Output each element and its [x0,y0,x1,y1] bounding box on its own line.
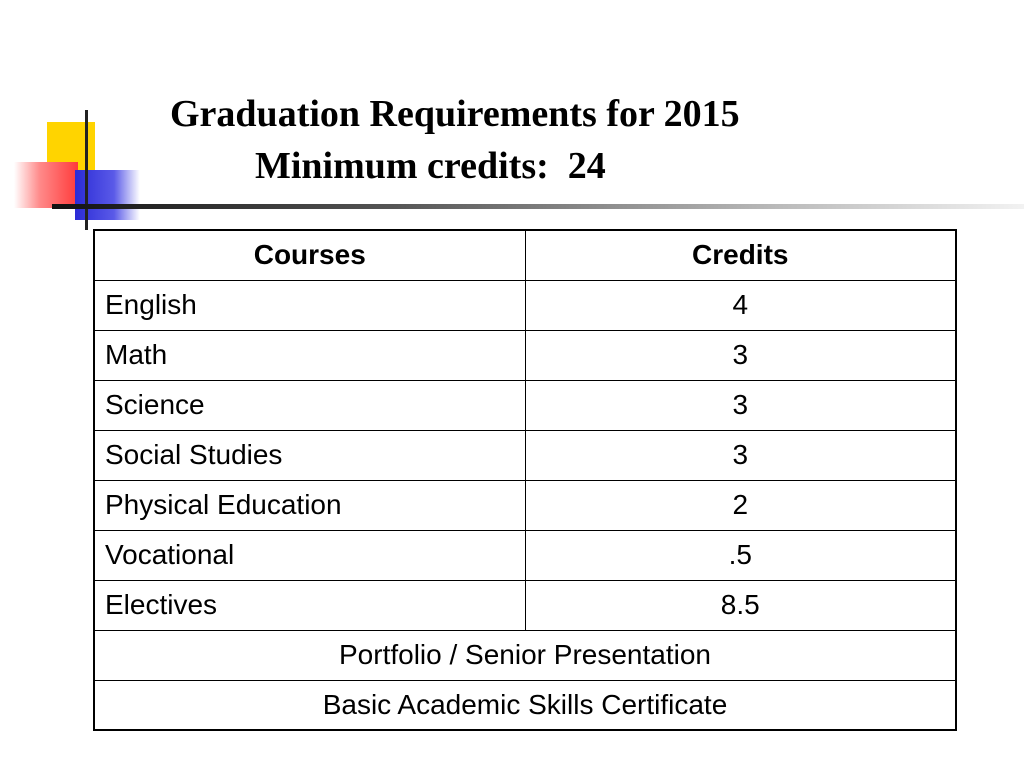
table-row [94,530,956,580]
credits-cell: 8.5 [525,580,956,630]
table-row [94,280,956,330]
table-row [94,330,956,380]
course-cell: English [94,280,525,330]
course-cell: Electives [94,580,525,630]
table-row-spanning [94,630,956,680]
credits-cell: 4 [525,280,956,330]
credits-cell: 2 [525,480,956,530]
course-cell: Vocational [94,530,525,580]
title-line-1: Graduation Requirements for 2015 [170,93,740,135]
header-courses: Courses [94,230,525,280]
credits-cell: .5 [525,530,956,580]
course-cell: Math [94,330,525,380]
credits-cell: 3 [525,330,956,380]
portfolio-requirement-cell: Portfolio / Senior Presentation [94,630,956,680]
course-cell: Physical Education [94,480,525,530]
table-header-row [94,230,956,280]
table-row [94,430,956,480]
table-row-spanning [94,680,956,730]
credits-cell: 3 [525,430,956,480]
course-cell: Science [94,380,525,430]
credits-cell: 3 [525,380,956,430]
requirements-table [93,229,957,731]
table-row [94,380,956,430]
skills-certificate-requirement-cell: Basic Academic Skills Certificate [94,680,956,730]
title-line-2: Minimum credits: 24 [255,145,606,187]
course-cell: Social Studies [94,430,525,480]
table-row [94,580,956,630]
header-credits: Credits [525,230,956,280]
title-underline-rule [52,204,1024,209]
red-square-decoration [14,162,78,208]
vertical-rule-decoration [85,110,88,230]
table-row [94,480,956,530]
